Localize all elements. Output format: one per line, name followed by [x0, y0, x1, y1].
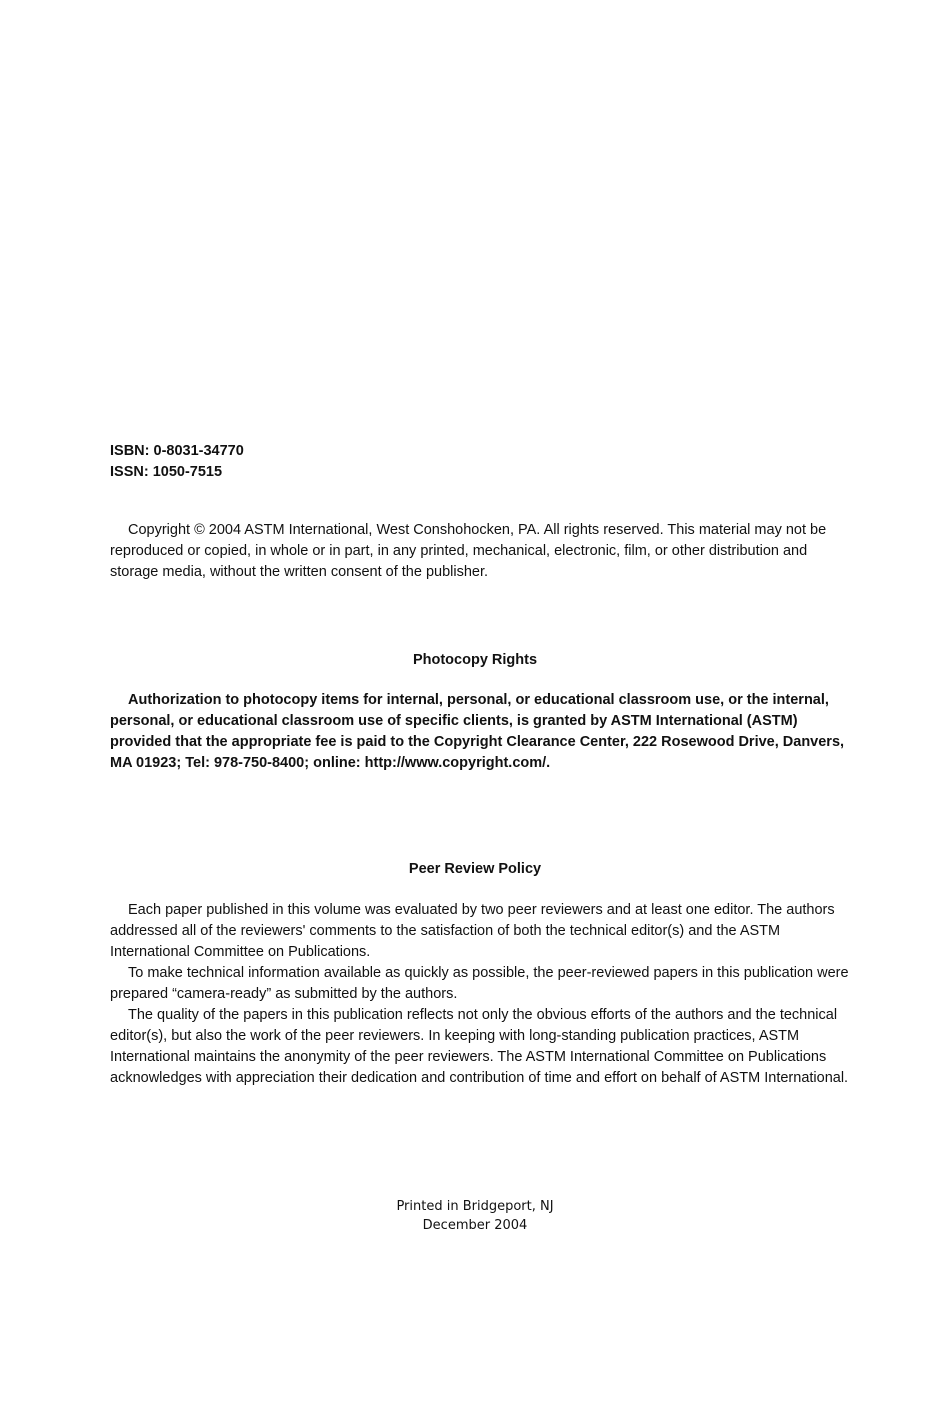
identifiers-block [110, 441, 244, 483]
printed-in-text: Printed in Bridgeport, NJ [396, 1199, 554, 1214]
photocopy-rights-heading: Photocopy Rights [412, 652, 538, 668]
print-date-text: December 2004 [422, 1218, 528, 1233]
isbn-text: ISBN: 0-8031-34770 [110, 443, 244, 459]
copyright-notice [110, 520, 850, 583]
photocopy-rights-text: Authorization to photocopy items for internal, personal, or educational classroom use, or the internal, personal, or educational classroom use of specific clients, is granted by ASTM International (ASTM) provided that the appropriate fee is paid to the Copyright Clearance Center, 222 Rosewood Drive, Danvers, MA 01923; Tel: 978-750-8400; online: http://www.copyright.com/. [110, 692, 845, 771]
imprint-block [0, 1197, 950, 1235]
peer-review-body [110, 900, 850, 1089]
peer-review-paragraph-1: Each paper published in this volume was evaluated by two peer reviewers and at least one editor. The authors addressed all of the reviewers' comments to the satisfaction of both the technical editor(s) and the ASTM International Committee on Publications. [110, 902, 835, 960]
photocopy-rights-body [110, 690, 850, 774]
peer-review-heading: Peer Review Policy [408, 861, 542, 877]
peer-review-paragraph-2: To make technical information available as quickly as possible, the peer-reviewed papers in this publication were prepared “camera-ready” as submitted by the authors. [110, 965, 849, 1002]
peer-review-paragraph-3: The quality of the papers in this publication reflects not only the obvious efforts of the authors and the technical editor(s), but also the work of the peer reviewers. In keeping with long-standing publication practices, ASTM International maintains the anonymity of the peer reviewers. The ASTM International Committee on Publications acknowledges with appreciation their dedication and contribution of time and effort on behalf of ASTM International. [110, 1007, 849, 1086]
copyright-text: Copyright © 2004 ASTM International, West Conshohocken, PA. All rights reserved. This material may not be reproduced or copied, in whole or in part, in any printed, mechanical, electronic, film, or other distribution and storage media, without the written consent of the publisher. [110, 522, 827, 580]
issn-text: ISSN: 1050-7515 [110, 464, 223, 480]
